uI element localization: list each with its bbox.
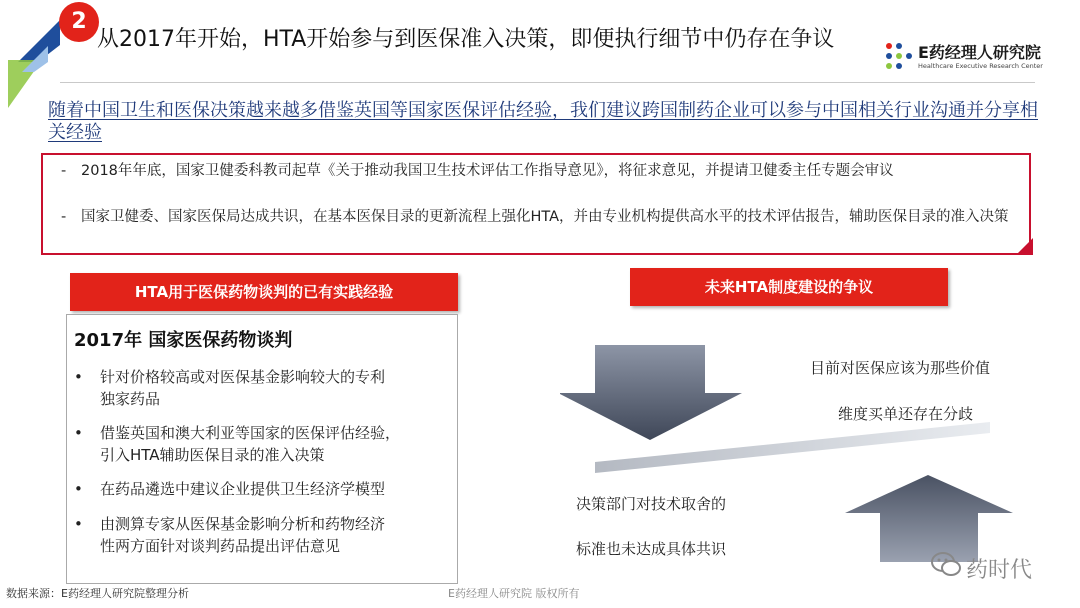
- list-item-line: 借鉴英国和澳大利亚等国家的医保评估经验，: [100, 424, 401, 442]
- right-bottom-text-line: 标准也未达成具体共识: [576, 540, 727, 558]
- watermark-text: 药时代: [966, 558, 1033, 583]
- list-item-line: 在药品遴选中建议企业提供卫生经济学模型: [100, 480, 386, 498]
- list-item: [74, 366, 454, 410]
- list-item-line: 性两方面针对谈判药品提出评估意见: [100, 537, 341, 555]
- callout-fold-corner: [1016, 238, 1036, 260]
- data-source: 数据来源：E药经理人研究院整理分析: [6, 587, 189, 600]
- up-arrow-icon: [845, 475, 1013, 562]
- left-panel-title: 2017年 国家医保药物谈判: [74, 330, 293, 351]
- bullet-text: 2018年年底，国家卫健委科教司起草《关于推动我国卫生技术评估工作指导意见》，将征求意见，并提请卫健委主任专题会审议: [81, 163, 894, 179]
- bullet-marker: -: [61, 163, 67, 179]
- key-message: 随着中国卫生和医保决策越来越多借鉴英国等国家医保评估经验，我们建议跨国制药企业可以参与中国相关行业沟通并分享相关经验: [48, 100, 1038, 143]
- right-bottom-text-line: 决策部门对技术取舍的: [576, 495, 727, 513]
- right-top-text-line: 维度买单还存在分歧: [838, 405, 974, 423]
- logo-icon: [883, 40, 915, 72]
- header-divider: [60, 82, 1035, 83]
- list-item: [74, 513, 454, 557]
- bullet-marker: •: [74, 368, 83, 386]
- list-item: [74, 478, 454, 500]
- down-arrow-icon: [560, 345, 742, 440]
- logo-subtitle: Healthcare Executive Research Center: [918, 62, 1043, 70]
- bullet-marker: -: [61, 209, 67, 225]
- right-top-text-line: 目前对医保应该为那些价值: [810, 359, 991, 377]
- left-panel-header: HTA用于医保药物谈判的已有实践经验: [70, 273, 458, 311]
- list-item-line: 针对价格较高或对医保基金影响较大的专利: [100, 368, 386, 386]
- list-item-line: 由测算专家从医保基金影响分析和药物经济: [100, 515, 386, 533]
- list-item-line: 引入HTA辅助医保目录的准入决策: [100, 446, 325, 464]
- copyright: E药经理人研究院 版权所有: [448, 587, 580, 600]
- list-item-line: 独家药品: [100, 390, 161, 408]
- list-item: [74, 422, 454, 466]
- page-title: 从2017年开始，HTA开始参与到医保准入决策，即便执行细节中仍存在争议: [97, 27, 835, 52]
- bullet-marker: •: [74, 480, 83, 498]
- bullet-text: 国家卫健委、国家医保局达成共识，在基本医保目录的更新流程上强化HTA，并由专业机构提供高水平的技术评估报告，辅助医保目录的准入决策: [81, 209, 1009, 225]
- section-number-badge: 2: [59, 2, 99, 42]
- wechat-icon: [930, 550, 962, 580]
- bullet-marker: •: [74, 515, 83, 533]
- bullet-marker: •: [74, 424, 83, 442]
- logo-name: E药经理人研究院: [918, 43, 1041, 62]
- callout-box: [41, 153, 1031, 255]
- right-panel-header: 未来HTA制度建设的争议: [630, 268, 948, 306]
